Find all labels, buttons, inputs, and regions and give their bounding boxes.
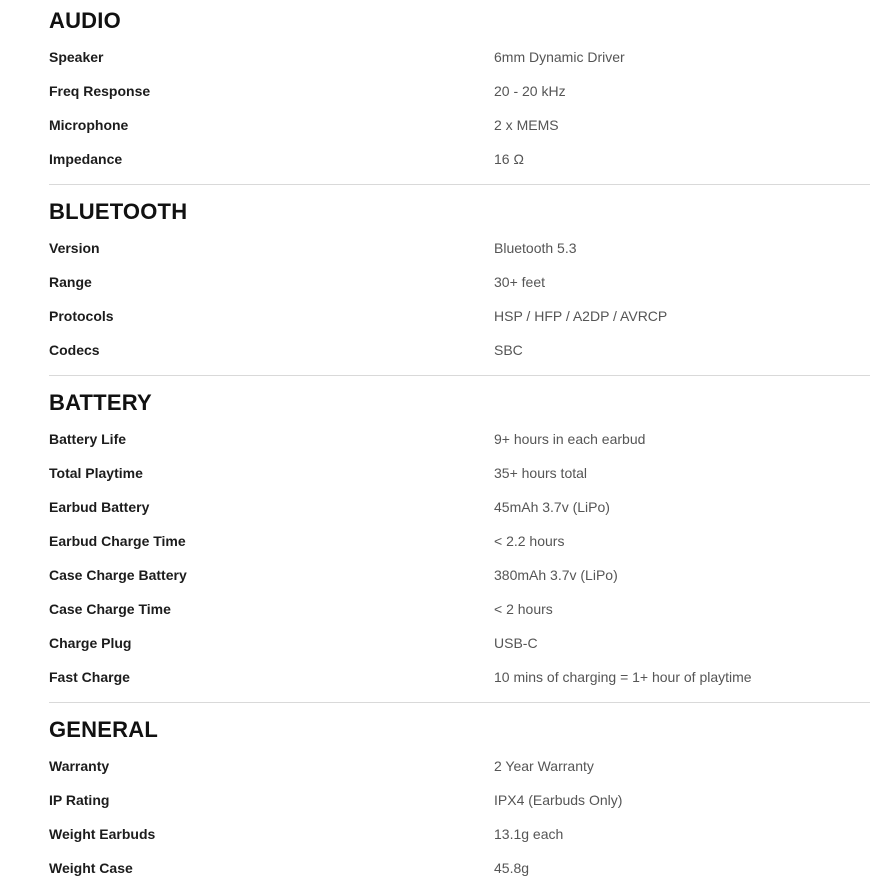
spec-label: Version	[49, 240, 100, 256]
spec-label: Freq Response	[49, 83, 151, 99]
spec-value: 45mAh 3.7v (LiPo)	[494, 499, 610, 515]
spec-value: 10 mins of charging = 1+ hour of playtime	[494, 669, 752, 685]
spec-row	[49, 524, 870, 558]
spec-row	[49, 422, 870, 456]
spec-row	[49, 231, 870, 265]
spec-row	[49, 456, 870, 490]
spec-value: 9+ hours in each earbud	[494, 431, 646, 447]
spec-value: IPX4 (Earbuds Only)	[494, 792, 623, 808]
section-general	[49, 709, 870, 885]
spec-value: 20 - 20 kHz	[494, 83, 566, 99]
spec-label: Fast Charge	[49, 669, 130, 685]
spec-value: 30+ feet	[494, 274, 545, 290]
spec-label: Range	[49, 274, 92, 290]
spec-label: Earbud Charge Time	[49, 533, 186, 549]
spec-label: Weight Earbuds	[49, 826, 156, 842]
spec-value: 35+ hours total	[494, 465, 588, 481]
spec-label: Weight Case	[49, 860, 133, 876]
spec-label: Impedance	[49, 151, 123, 167]
spec-value: HSP / HFP / A2DP / AVRCP	[494, 308, 668, 324]
spec-row	[49, 142, 870, 176]
spec-list	[49, 749, 870, 885]
spec-value: Bluetooth 5.3	[494, 240, 577, 256]
section-title: BATTERY	[49, 390, 152, 415]
section-divider	[49, 375, 870, 376]
spec-row	[49, 558, 870, 592]
spec-value: < 2.2 hours	[494, 533, 565, 549]
spec-row	[49, 626, 870, 660]
spec-row	[49, 817, 870, 851]
section-title: AUDIO	[49, 8, 121, 33]
spec-value: SBC	[494, 342, 523, 358]
spec-row	[49, 783, 870, 817]
spec-value: < 2 hours	[494, 601, 553, 617]
spec-label: Protocols	[49, 308, 114, 324]
spec-label: Earbud Battery	[49, 499, 150, 515]
spec-value: 2 x MEMS	[494, 117, 559, 133]
spec-value: 6mm Dynamic Driver	[494, 49, 625, 65]
section-divider	[49, 702, 870, 703]
spec-value: 16 Ω	[494, 151, 524, 167]
section-bluetooth	[49, 191, 870, 376]
section-title: GENERAL	[49, 717, 158, 742]
spec-list	[49, 40, 870, 176]
spec-label: Codecs	[49, 342, 100, 358]
spec-sheet	[49, 0, 870, 885]
spec-row	[49, 592, 870, 626]
spec-label: IP Rating	[49, 792, 110, 808]
spec-row	[49, 660, 870, 694]
spec-label: Battery Life	[49, 431, 127, 447]
spec-label: Case Charge Battery	[49, 567, 187, 583]
spec-label: Microphone	[49, 117, 129, 133]
spec-label: Charge Plug	[49, 635, 132, 651]
spec-row	[49, 74, 870, 108]
spec-label: Total Playtime	[49, 465, 143, 481]
spec-row	[49, 265, 870, 299]
spec-row	[49, 40, 870, 74]
spec-value: 380mAh 3.7v (LiPo)	[494, 567, 618, 583]
spec-row	[49, 333, 870, 367]
spec-label: Warranty	[49, 758, 110, 774]
section-divider	[49, 184, 870, 185]
section-battery	[49, 382, 870, 703]
spec-row	[49, 490, 870, 524]
spec-label: Case Charge Time	[49, 601, 171, 617]
spec-list	[49, 422, 870, 694]
spec-row	[49, 108, 870, 142]
spec-list	[49, 231, 870, 367]
spec-value: 45.8g	[494, 860, 530, 876]
spec-row	[49, 851, 870, 885]
section-title: BLUETOOTH	[49, 199, 188, 224]
spec-value: 2 Year Warranty	[494, 758, 594, 774]
spec-row	[49, 749, 870, 783]
section-audio	[49, 0, 870, 185]
spec-row	[49, 299, 870, 333]
spec-value: USB-C	[494, 635, 538, 651]
spec-value: 13.1g each	[494, 826, 564, 842]
spec-label: Speaker	[49, 49, 104, 65]
